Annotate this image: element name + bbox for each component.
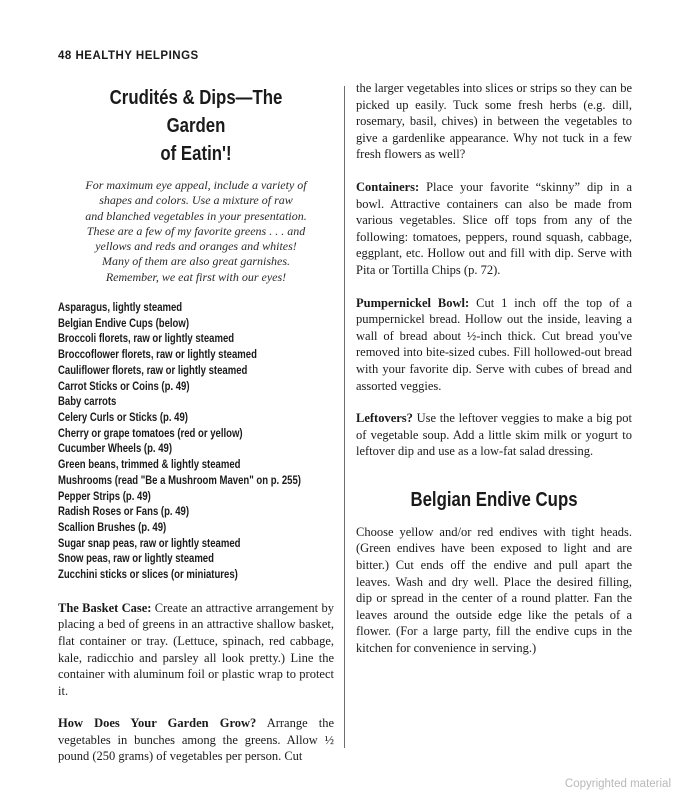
list-item: Belgian Endive Cups (below) <box>58 317 189 330</box>
leftovers-paragraph <box>356 410 632 460</box>
list-item: Broccoli florets, raw or lightly steamed <box>58 333 235 346</box>
endive-paragraph: Choose yellow and/or red endives with tight heads. (Green endives have been exposed to light and are bitter.) Cut ends off the endive and pull apart the leaves. Wash and dry well. Place the desired filling, dip or spread in the center of a round platter. Fan the leaves around the outside edge like the petals of a flower. (For a large party, fill the endive cups in the kitchen for convenience in serving.) <box>356 524 632 656</box>
intro-text <box>58 178 334 285</box>
list-item: Cucumber Wheels (p. 49) <box>58 443 173 456</box>
right-column <box>356 80 632 673</box>
pumpernickel-heading: Pumpernickel Bowl: <box>356 295 470 310</box>
list-item: Broccoflower florets, raw or lightly steamed <box>58 349 257 362</box>
running-header: 48 HEALTHY HELPINGS <box>58 50 199 62</box>
list-item: Radish Roses or Fans (p. 49) <box>58 506 190 519</box>
page-title <box>80 84 312 168</box>
pumpernickel-paragraph <box>356 295 632 395</box>
garden-text: Arrange the vegetables in bunches among the greens. Allow ½ pound (250 grams) of vegetables per person. Cut <box>58 716 335 764</box>
list-item: Asparagus, lightly steamed <box>58 302 183 315</box>
column-divider <box>344 86 345 748</box>
list-item: Cauliflower florets, raw or lightly steamed <box>58 364 248 377</box>
list-item: Carrot Sticks or Coins (p. 49) <box>58 380 190 393</box>
intro-line: These are a few of my favorite greens . . . and <box>86 223 306 238</box>
section-title: Belgian Endive Cups <box>410 488 578 511</box>
list-item: Green beans, trimmed & lightly steamed <box>58 459 241 472</box>
list-item: Celery Curls or Sticks (p. 49) <box>58 412 188 424</box>
garden-paragraph <box>58 715 334 765</box>
title-line-2: of Eatin'! <box>160 143 232 165</box>
garden-continued-paragraph: the larger vegetables into slices or strips so they can be picked up easily. Tuck some fresh herbs (e.g. dill, rosemary, basil, chives) in between the vegetables to give a gardenlike appearance. Why not tuck in a few fresh flowers as well? <box>356 81 632 162</box>
intro-line: Many of them are also great garnishes. <box>101 254 291 269</box>
list-item: Pepper Strips (p. 49) <box>58 490 151 503</box>
list-item: Mushrooms (read "Be a Mushroom Maven" on p. 255) <box>58 474 301 487</box>
vegetable-list <box>58 301 334 584</box>
list-item: Snow peas, raw or lightly steamed <box>58 553 214 566</box>
list-item: Scallion Brushes (p. 49) <box>58 521 167 534</box>
containers-heading: Containers: <box>356 179 420 194</box>
pumpernickel-text: Cut 1 inch off the top of a pumpernickel bread. Hollow out the inside, leaving a wall of bread about ½-inch thick. Cut bread you've removed into bite-sized cubes. Fill hollowed-out bread with your favorite dip. Serve with cubes of bread and assorted veggies. <box>356 295 633 393</box>
containers-text: Place your favorite “skinny” dip in a bowl. Attractive containers can also be made from various vegetables. Slice off tops from any of the following: tomatoes, peppers, round squash, cabbage, eggplant, etc. Hollow out and fill with dip. Serve with Pita or Tortilla Chips (p. 72). <box>356 179 632 277</box>
list-item: Cherry or grape tomatoes (red or yellow) <box>58 427 243 440</box>
list-item: Zucchini sticks or slices (or miniatures) <box>58 569 238 582</box>
basket-case-heading: The Basket Case: <box>58 600 152 615</box>
left-column <box>58 84 334 781</box>
list-item: Sugar snap peas, raw or lightly steamed <box>58 537 241 550</box>
garden-heading: How Does Your Garden Grow? <box>58 716 257 731</box>
containers-paragraph <box>356 179 632 279</box>
intro-line: For maximum eye appeal, include a variety of <box>85 178 307 192</box>
leftovers-heading: Leftovers? <box>356 411 413 426</box>
copyright-watermark: Copyrighted material <box>564 778 671 790</box>
leftovers-text: Use the leftover veggies to make a big pot of vegetable soup. Add a little skim milk or yogurt to leftover dip and use as a low-fat salad dressing. <box>356 411 632 459</box>
basket-case-text: Create an attractive arrangement by placing a bed of greens in an attractive shallow basket, flat container or tray. (Lettuce, spinach, red cabbage, kale, radicchio and parsley all look pretty.) Line the container with aluminum foil or plastic wrap to protect it. <box>58 600 334 698</box>
intro-line: Remember, we eat first with our eyes! <box>105 269 287 284</box>
intro-line: yellows and reds and oranges and whites! <box>95 239 297 254</box>
list-item: Baby carrots <box>58 396 117 409</box>
title-line-1: Crudités & Dips—The Garden <box>109 87 283 137</box>
basket-case-paragraph <box>58 600 334 700</box>
intro-line: shapes and colors. Use a mixture of raw <box>99 193 293 208</box>
intro-line: and blanched vegetables in your presentation. <box>85 208 307 223</box>
